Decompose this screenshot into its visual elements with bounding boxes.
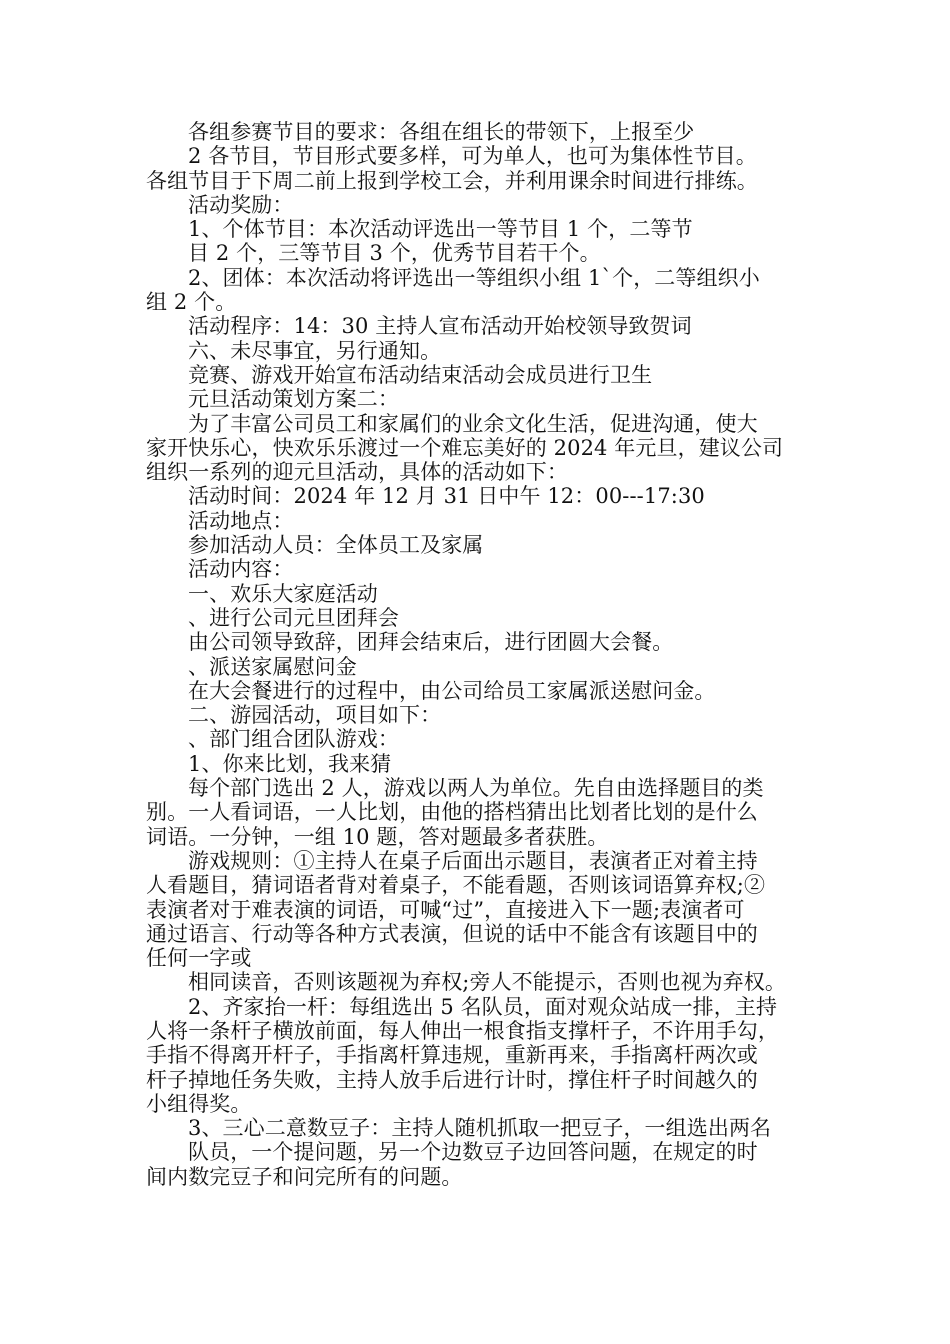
text-line: 、部门组合团队游戏：: [188, 727, 399, 752]
text-line: 目 2 个，三等节目 3 个，优秀节目若干个。: [188, 241, 601, 266]
text-line: 参加活动人员：全体员工及家属: [188, 533, 484, 558]
text-line: 每个部门选出 2 人，游戏以两人为单位。先自由选择题目的类: [188, 776, 764, 801]
text-line: 各组参赛节目的要求：各组在组长的带领下，上报至少: [188, 120, 695, 144]
text-line: 为了丰富公司员工和家属们的业余文化生活，促进沟通，使大: [188, 411, 758, 436]
text-line: 组 2 个。: [146, 290, 237, 315]
text-line: 二、游园活动，项目如下：: [188, 703, 442, 728]
text-line: 1、个体节目：本次活动评选出一等节目 1 个，二等节: [188, 217, 693, 242]
text-line: 3、三心二意数豆子：主持人随机抓取一把豆子，一组选出两名: [188, 1116, 772, 1141]
text-line: 别。一人看词语，一人比划，由他的搭档猜出比划者比划的是什么: [146, 800, 758, 825]
text-line: 任何一字或: [146, 946, 252, 971]
text-line: 游戏规则：①主持人在桌子后面出示题目，表演者正对着主持: [188, 848, 758, 873]
text-line: 1、你来比划，我来猜: [188, 751, 392, 776]
text-line: 活动奖励：: [188, 192, 294, 217]
text-line: 表演者对于难表演的词语，可喊“过”，直接进入下一题;表演者可: [146, 897, 745, 922]
text-line: 、派送家属慰问金: [188, 654, 357, 679]
text-line: 各组节目于下周二前上报到学校工会，并利用课余时间进行排练。: [146, 168, 758, 193]
text-line: 元旦活动策划方案二：: [188, 387, 399, 412]
text-line: 人将一条杆子横放前面，每人伸出一根食指支撑杆子，不许用手勾，: [146, 1018, 779, 1043]
text-line: 2、团体：本次活动将评选出一等组织小组 1`个，二等组织小: [188, 265, 760, 290]
text-line: 活动地点：: [188, 508, 294, 533]
text-line: 2、齐家抬一杆：每组选出 5 名队员，面对观众站成一排，主持: [188, 994, 778, 1019]
text-line: 在大会餐进行的过程中，由公司给员工家属派送慰问金。: [188, 678, 716, 703]
text-line: 间内数完豆子和问完所有的问题。: [146, 1164, 463, 1189]
text-line: 词语。一分钟，一组 10 题，答对题最多者获胜。: [146, 824, 609, 849]
text-line: 一、欢乐大家庭活动: [188, 581, 378, 606]
text-line: 小组得奖。: [146, 1091, 252, 1116]
text-line: 相同读音，否则该题视为弃权;旁人不能提示，否则也视为弃权。: [188, 970, 786, 995]
text-line: 组织一系列的迎元旦活动，具体的活动如下：: [146, 460, 568, 485]
text-line: 由公司领导致辞，团拜会结束后，进行团圆大会餐。: [188, 630, 674, 655]
text-line: 活动内容：: [188, 557, 294, 582]
text-line: 活动程序：14：30 主持人宣布活动开始校领导致贺词: [188, 314, 692, 339]
document-body: [146, 120, 818, 1189]
text-line: 人看题目，猜词语者背对着桌子，不能看题，否则该词语算弃权;②: [146, 873, 766, 898]
text-line: 手指不得离开杆子，手指离杆算违规，重新再来，手指离杆两次或: [146, 1043, 758, 1068]
text-line: 队员，一个提问题，另一个边数豆子边回答问题，在规定的时: [188, 1140, 758, 1165]
text-line: 六、未尽事宜，另行通知。: [188, 338, 442, 363]
text-line: 、进行公司元旦团拜会: [188, 605, 399, 630]
text-line: 家开快乐心，快欢乐乐渡过一个难忘美好的 2024 年元旦，建议公司: [146, 435, 784, 460]
text-line: 杆子掉地任务失败，主持人放手后进行计时，撑住杆子时间越久的: [146, 1067, 758, 1092]
text-line: 通过语言、行动等各种方式表演，但说的话中不能含有该题目中的: [146, 921, 758, 946]
text-line: 2 各节目，节目形式要多样，可为单人，也可为集体性节目。: [188, 144, 757, 169]
text-line: 竞赛、游戏开始宣布活动结束活动会成员进行卫生: [188, 362, 653, 387]
text-line: 活动时间：2024 年 12 月 31 日中午 12：00---17:30: [188, 484, 705, 509]
